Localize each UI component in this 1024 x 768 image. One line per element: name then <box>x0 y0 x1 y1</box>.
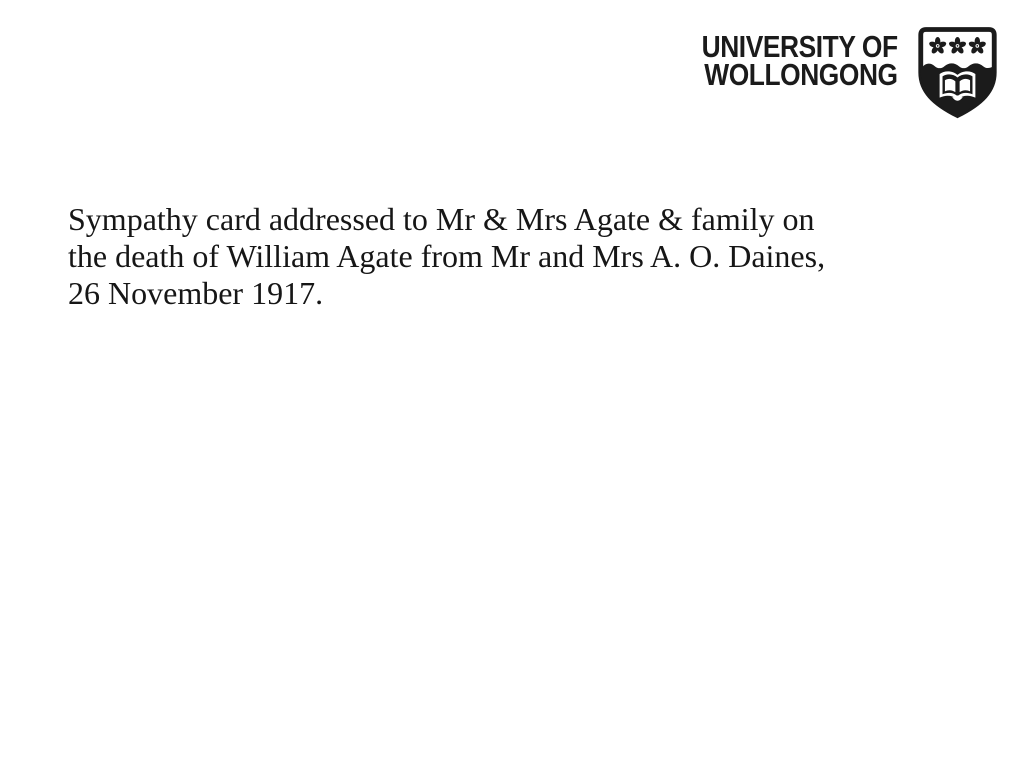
caption-block <box>68 201 825 312</box>
uow-wordmark-line1: UNIVERSITY OF <box>701 29 898 64</box>
uow-crest-icon <box>914 26 1001 119</box>
caption-line: 26 November 1917. <box>68 275 324 311</box>
uow-wordmark-line2: WOLLONGONG <box>704 57 898 92</box>
caption-line: Sympathy card addressed to Mr & Mrs Agate & family on <box>68 201 815 237</box>
uow-wordmark <box>701 29 898 92</box>
caption-line: the death of William Agate from Mr and Mrs A. O. Daines, <box>68 238 826 274</box>
uow-logo <box>667 26 1001 119</box>
